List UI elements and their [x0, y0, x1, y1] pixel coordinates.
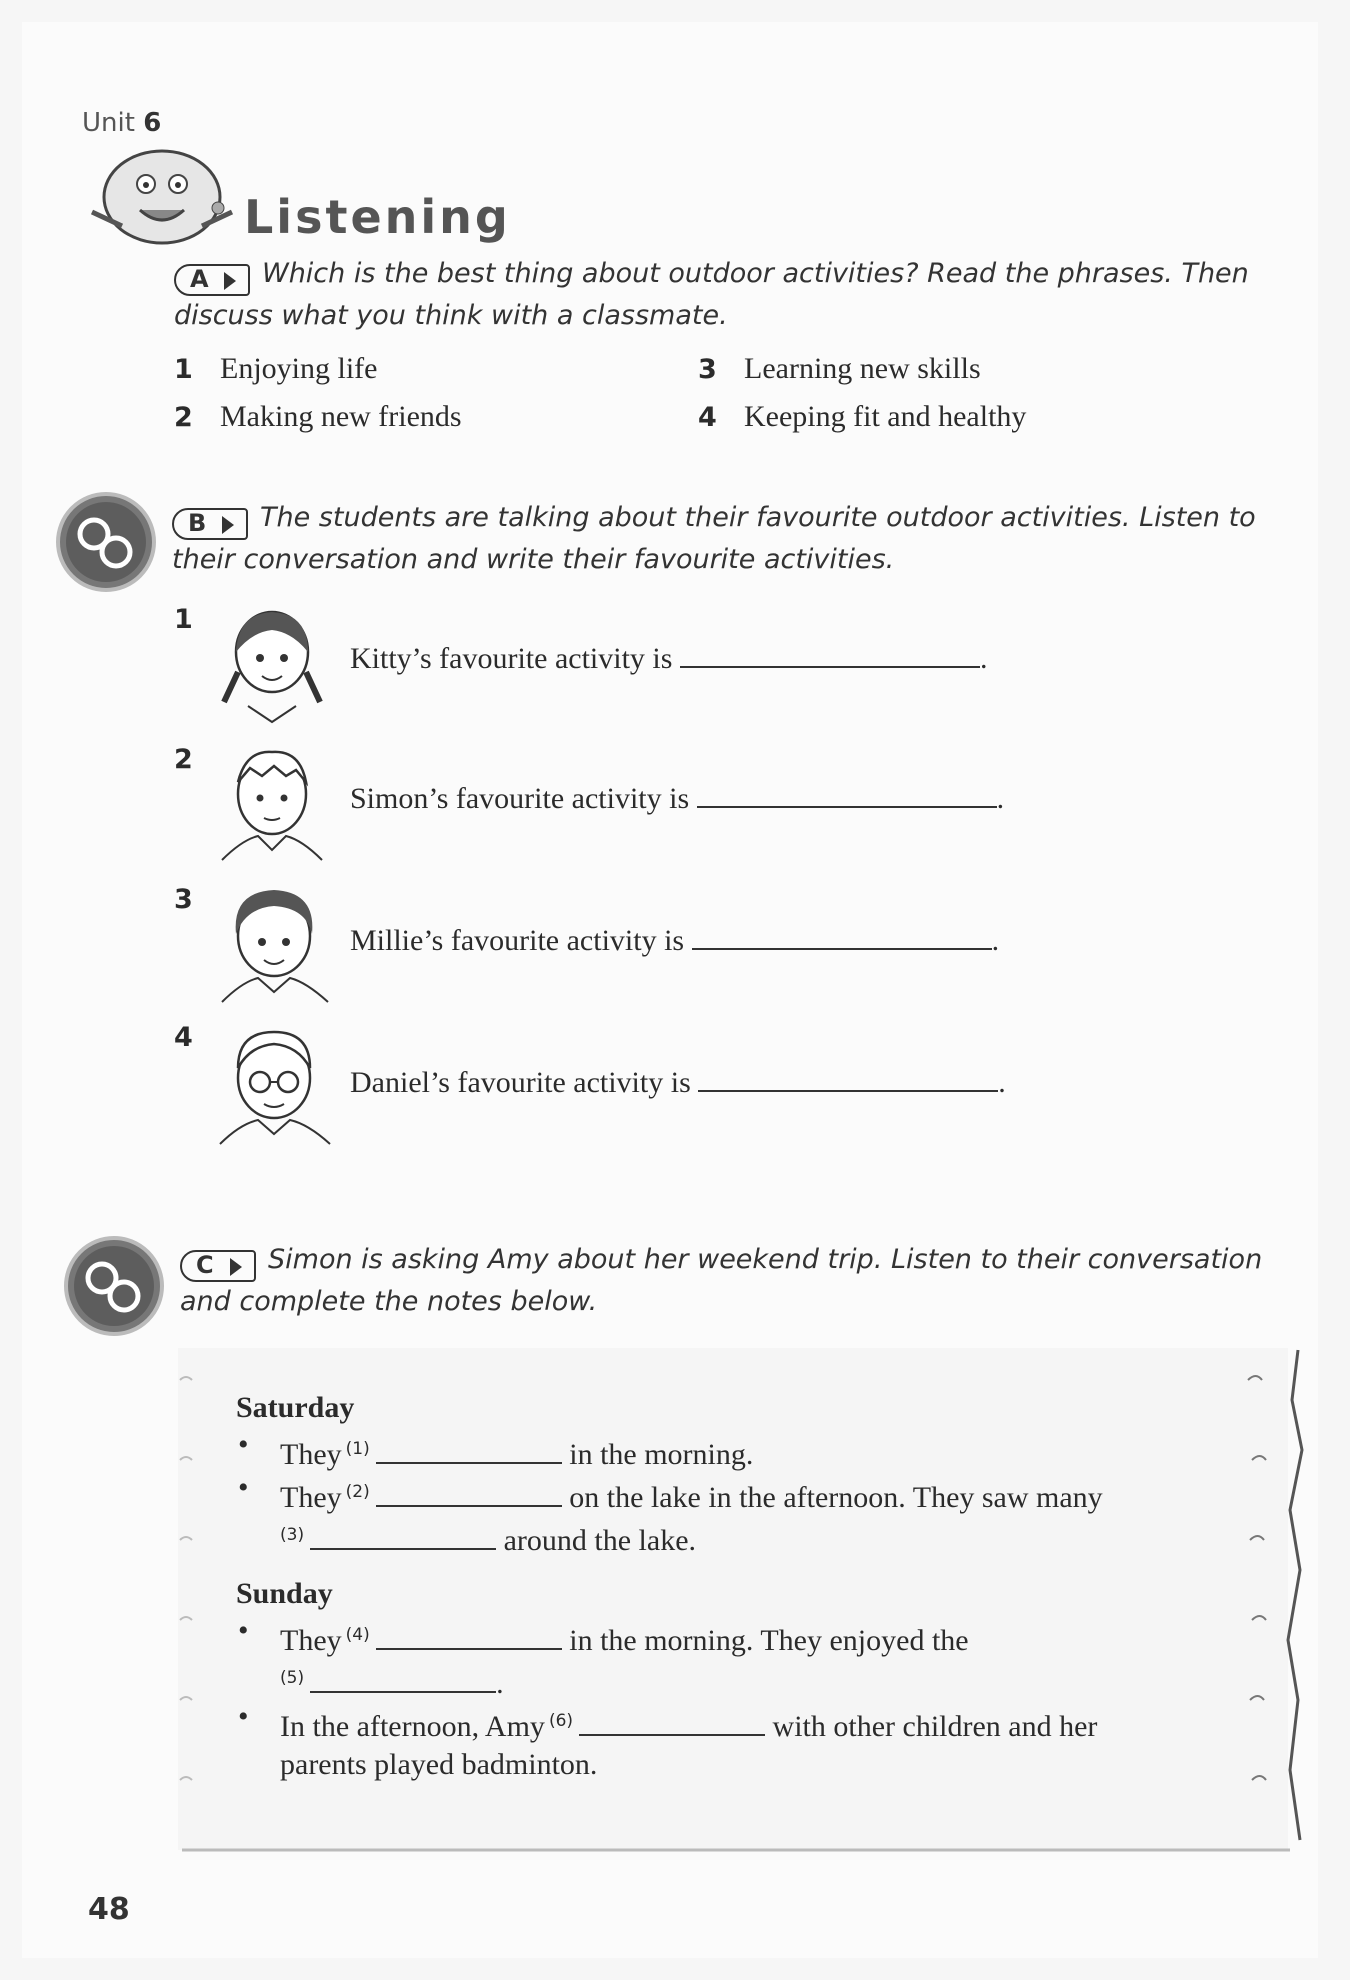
section-title: Listening — [244, 190, 511, 244]
answer-line-1: Kitty’s favourite activity is . — [350, 642, 988, 675]
instruction-a: A Which is the best thing about outdoor activities? Read the phrases. Then discuss what you think with a classmate. — [174, 258, 1249, 331]
answer-line-4: Daniel’s favourite activity is . — [350, 1066, 1006, 1099]
answer-blank[interactable] — [697, 786, 997, 808]
kitty-avatar — [212, 602, 332, 724]
blank-4[interactable] — [376, 1628, 562, 1650]
answer-blank[interactable] — [698, 1070, 998, 1092]
answer-blank[interactable] — [680, 646, 980, 668]
unit-label: Unit 6 — [82, 108, 162, 138]
sunday-line-2: $^{(5)}$ . — [280, 1667, 504, 1700]
blank-6[interactable] — [579, 1714, 765, 1736]
daniel-avatar — [212, 1022, 342, 1146]
list-item: 3 Learning new skills — [698, 352, 981, 385]
blank-2[interactable] — [376, 1485, 562, 1507]
bullet: • — [238, 1428, 249, 1461]
sunday-line-4: parents played badminton. — [280, 1748, 598, 1781]
saturday-line-2: They $^{(2)}$ on the lake in the afternoon. They saw many — [280, 1481, 1103, 1514]
millie-avatar — [212, 882, 342, 1004]
play-arrow-icon — [230, 1258, 242, 1276]
tag-c: C — [180, 1250, 256, 1282]
bullet: • — [238, 1614, 249, 1647]
row-number: 2 — [174, 744, 193, 775]
row-number: 3 — [174, 884, 193, 915]
row-number: 4 — [174, 1022, 193, 1053]
sunday-line-3: In the afternoon, Amy $^{(6)}$ with other children and her — [280, 1710, 1098, 1743]
list-item: 2 Making new friends — [174, 400, 462, 433]
list-item: 1 Enjoying life — [174, 352, 378, 385]
answer-blank[interactable] — [692, 928, 992, 950]
saturday-heading: Saturday — [236, 1391, 355, 1424]
instruction-c: C Simon is asking Amy about her weekend trip. Listen to their conversation and complete the notes below. — [180, 1244, 1263, 1317]
bullet: • — [238, 1471, 249, 1504]
sunday-line-1: They $^{(4)}$ in the morning. They enjoyed the — [280, 1624, 969, 1657]
instruction-b: B The students are talking about their favourite outdoor activities. Listen to their conversation and write their favourite activities. — [172, 502, 1256, 575]
row-number: 1 — [174, 604, 193, 635]
bullet: • — [238, 1700, 249, 1733]
tag-b: B — [172, 508, 248, 540]
play-arrow-icon — [222, 516, 234, 534]
audio-cd-icon — [62, 1234, 166, 1338]
tag-a: A — [174, 264, 250, 296]
listening-mascot-icon — [82, 142, 242, 252]
simon-avatar — [212, 742, 332, 864]
answer-line-3: Millie’s favourite activity is . — [350, 924, 1000, 957]
saturday-line-1: They $^{(1)}$ in the morning. — [280, 1438, 754, 1471]
blank-5[interactable] — [310, 1671, 496, 1693]
answer-line-2: Simon’s favourite activity is . — [350, 782, 1005, 815]
audio-cd-icon — [54, 490, 158, 594]
list-item: 4 Keeping fit and healthy — [698, 400, 1027, 433]
workbook-page — [22, 22, 1318, 1958]
blank-3[interactable] — [310, 1528, 496, 1550]
sunday-heading: Sunday — [236, 1577, 333, 1610]
saturday-line-3: $^{(3)}$ around the lake. — [280, 1524, 697, 1557]
play-arrow-icon — [224, 272, 236, 290]
blank-1[interactable] — [376, 1442, 562, 1464]
page-number: 48 — [88, 1892, 130, 1927]
